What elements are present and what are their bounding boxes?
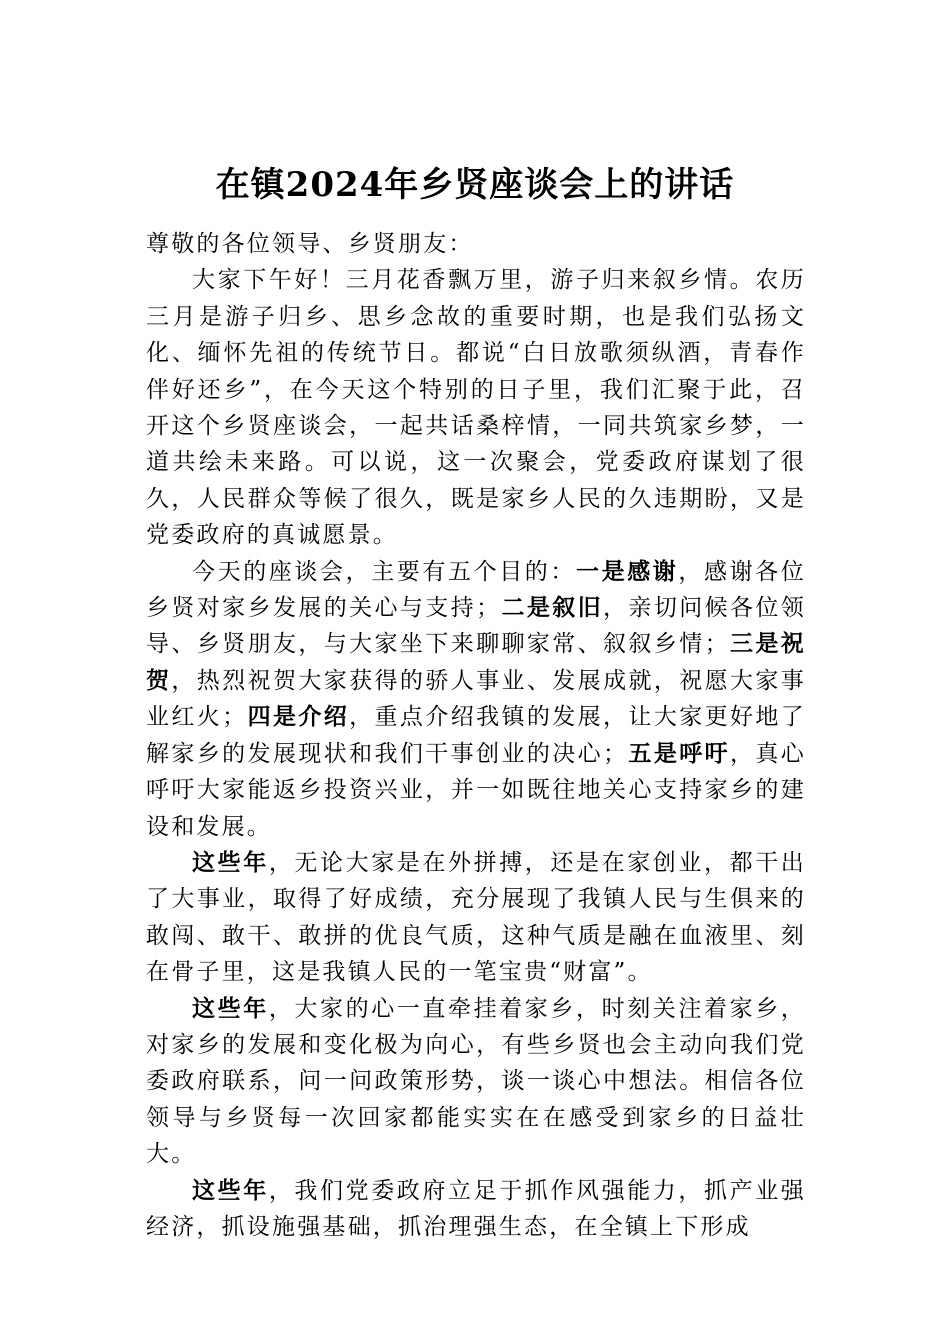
paragraph-purposes	[146, 554, 806, 845]
paragraph-text: ，无论大家是在外拼搏，还是在家创业，都干出了大事业，取得了好成绩，充分展现了我镇人民与生俱来的敢闯、敢干、敢拼的优良气质，这种气质是融在血液里、刻在骨子里，这是我镇人民的一笔宝贵“财富”。	[146, 849, 807, 986]
paragraph-text: ，我们党委政府立足于抓作风强能力，抓产业强经济，抓设施强基础，抓治理强生态，在全镇上下形成	[146, 1177, 807, 1240]
purpose-text-3: ，热烈祝贺大家获得的骄人事业、发展成就，祝愿大家事业红火；	[146, 667, 807, 731]
purpose-keyword-5: 五是呼吁	[628, 739, 730, 767]
purpose-text-4: ，重点介绍我镇的发展，让大家更好地了解家乡的发展现状和我们干事创业的决心；	[146, 704, 806, 767]
document-body	[146, 226, 806, 1245]
paragraph-lead: 这些年	[192, 848, 269, 876]
paragraph-lead: 这些年	[192, 994, 269, 1022]
purpose-keyword-1: 一是感谢	[576, 557, 679, 585]
paragraph-achievements	[146, 845, 806, 991]
purpose-text-2: ，亲切问候各位领导、乡贤朋友，与大家坐下来聊聊家常、叙叙乡情；	[146, 595, 806, 658]
paragraph-government	[146, 1173, 806, 1246]
paragraph-text: ，大家的心一直牵挂着家乡，时刻关注着家乡，对家乡的发展和变化极为向心，有些乡贤也会主动向我们党委政府联系，问一问政策形势，谈一谈心中想法。相信各位领导与乡贤每一次回家都能实实在在感受到家乡的日益壮大。	[146, 995, 807, 1168]
purpose-text-1: ，感谢各位乡贤对家乡发展的关心与支持；	[146, 558, 807, 622]
paragraph-greeting: 大家下午好！三月花香飘万里，游子归来叙乡情。农历三月是游子归乡、思乡念故的重要时期，也是我们弘扬文化、缅怀先祖的传统节日。都说“白日放歌须纵酒，青春作伴好还乡”，在今天这个特别的日子里，我们汇聚于此，召开这个乡贤座谈会，一起共话桑梓情，一同共筑家乡梦，一道共绘未来路。可以说，这一次聚会，党委政府谋划了很久，人民群众等候了很久，既是家乡人民的久违期盼，又是党委政府的真诚愿景。	[146, 267, 806, 549]
purpose-text-5: ，真心呼吁大家能返乡投资兴业，并一如既往地关心支持家乡的建设和发展。	[146, 740, 806, 840]
salutation: 尊敬的各位领导、乡贤朋友：	[146, 231, 474, 257]
purposes-intro: 今天的座谈会，主要有五个目的：	[192, 558, 576, 585]
paragraph-concern	[146, 991, 806, 1173]
purpose-keyword-2: 二是叙旧	[501, 594, 604, 622]
purpose-keyword-4: 四是介绍	[247, 703, 350, 731]
document-title: 在镇2024年乡贤座谈会上的讲话	[215, 165, 735, 205]
purpose-keyword-3: 三是祝贺	[146, 630, 806, 694]
paragraph-lead: 这些年	[192, 1176, 269, 1204]
